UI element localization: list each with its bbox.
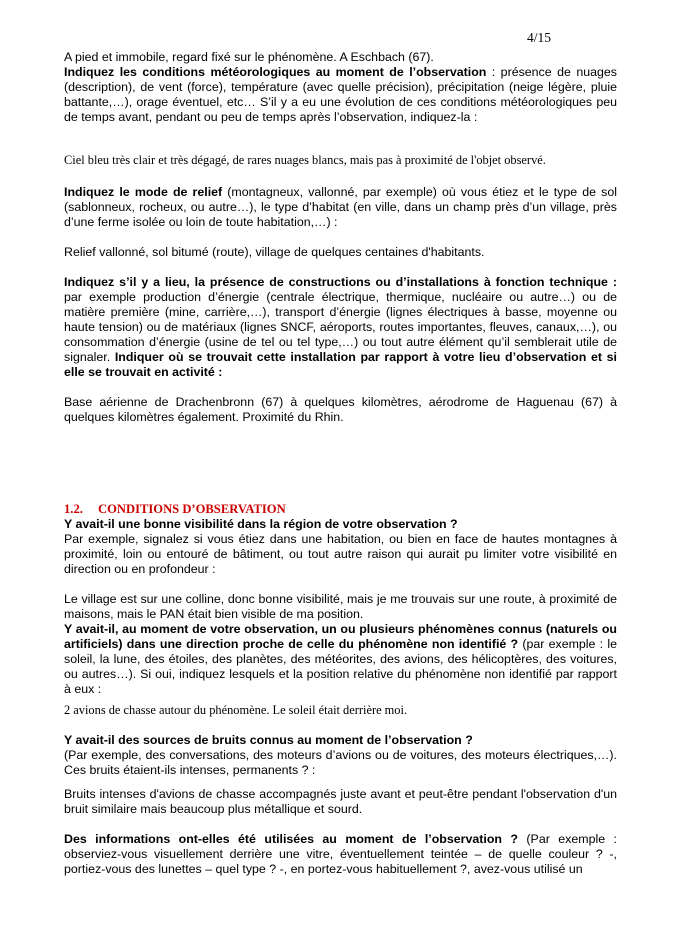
answer-meteo: Ciel bleu très clair et très dégagé, de rares nuages blancs, mais pas à proximité de l'objet observé. [64,153,546,167]
section-heading [64,502,617,517]
question-informations-text: (Par exemple : observiez-vous visuellement derrière une vitre, éventuellement teintée – de quelle couleur ? -, portiez-vous des lunettes – quel type ? -, en portez-vous habituellement ?, avez-vous utilisé un [64,832,617,876]
answer-bruits: Bruits intenses d'avions de chasse accompagnés juste avant et peut-être pendant l'observation d'un bruit similaire mais beaucoup plus métallique et sourd. [64,787,617,816]
answer-position: A pied et immobile, regard fixé sur le phénomène. A Eschbach (67). [64,50,434,64]
question-bruits [64,733,617,778]
question-constructions-text: par exemple production d’énergie (centrale électrique, thermique, nucléaire ou autre…) ou de matière première (mine, carrière,…), transport d’énergie (lignes électriques à basse, moyenne ou haute tension) ou de matériaux (lignes SNCF, aéroports, routes importantes, fleuves, canaux,…), ou consommation d’énergie (usine de tel ou tel type,…) ou tout autre élément qu’il semblerait utile de signaler. [64,290,617,364]
question-informations-bold: Des informations ont-elles été utilisées au moment de l’observation ? [64,832,518,846]
question-phenomenes-text: (par exemple : le soleil, la lune, des étoiles, des planètes, des météorites, des avions, des hélicoptères, des voitures, ou autres…). Si oui, indiquez lesquels et la position relative du phénomène non identifié par rapport à eux : [64,637,617,696]
question-relief-bold: Indiquez le mode de relief [64,185,223,199]
question-bruits-text: (Par exemple, des conversations, des moteurs d’avions ou de voitures, des moteurs électriques,…). Ces bruits étaient-ils intenses, permanents ? : [64,748,617,777]
question-informations [64,832,617,877]
question-relief [64,185,617,230]
page-number: 4/15 [526,30,551,45]
answer-relief: Relief vallonné, sol bitumé (route), village de quelques centaines d'habitants. [64,245,485,259]
section-title: CONDITIONS D’OBSERVATION [98,502,286,516]
question-relief-text: (montagneux, vallonné, par exemple) où vous étiez et le type de sol (sablonneux, rocheux, ou autre…), le type d’habitat (en ville, dans un champ près d’un village, près d’une ferme isolée ou loin de toute habitation,…) : [64,185,617,229]
answer-phenomenes: 2 avions de chasse autour du phénomène. Le soleil était derrière moi. [64,703,408,717]
question-visibilite-bold: Y avait-il une bonne visibilité dans la région de votre observation ? [64,517,458,531]
question-phenomenes [64,622,617,697]
answer-visibilite: Le village est sur une colline, donc bonne visibilité, mais je me trouvais sur une route, à proximité de maisons, mais le PAN était bien visible de ma position. [64,592,617,621]
section-number: 1.2. [64,502,83,516]
question-bruits-bold: Y avait-il des sources de bruits connus au moment de l’observation ? [64,733,473,747]
question-constructions-bold2: Indiquer où se trouvait cette installation par rapport à votre lieu d’observation et si elle se trouvait en activité : [64,350,618,379]
answer-constructions: Base aérienne de Drachenbronn (67) à quelques kilomètres, aérodrome de Haguenau (67) à quelques kilomètres également. Proximité du Rhin. [64,395,617,424]
question-meteo-text: : présence de nuages (description), de vent (force), température (avec quelle précision), précipitation (neige légère, pluie battante,…), orage éventuel, etc… S’il y a eu une évolution de ces conditions météorologiques peu de temps avant, pendant ou peu de temps après l’observation, indiquez-la : [64,65,617,124]
question-visibilite [64,517,617,577]
question-constructions [64,275,617,380]
question-meteo-bold: Indiquez les conditions météorologiques au moment de l’observation [64,65,487,79]
question-constructions-bold1: Indiquez s’il y a lieu, la présence de constructions ou d’installations à fonction technique : [64,275,617,289]
question-visibilite-text: Par exemple, signalez si vous étiez dans une habitation, ou bien en face de hautes montagnes à proximité, loin ou entouré de bâtiment, ou tout autre raison qui aurait pu limiter votre visibilité en direction ou en profondeur : [64,532,617,576]
question-meteo [64,65,617,125]
question-phenomenes-bold: Y avait-il, au moment de votre observation, un ou plusieurs phénomènes connus (naturels ou artificiels) dans une direction proche de celle du phénomène non identifié ? [64,622,617,651]
